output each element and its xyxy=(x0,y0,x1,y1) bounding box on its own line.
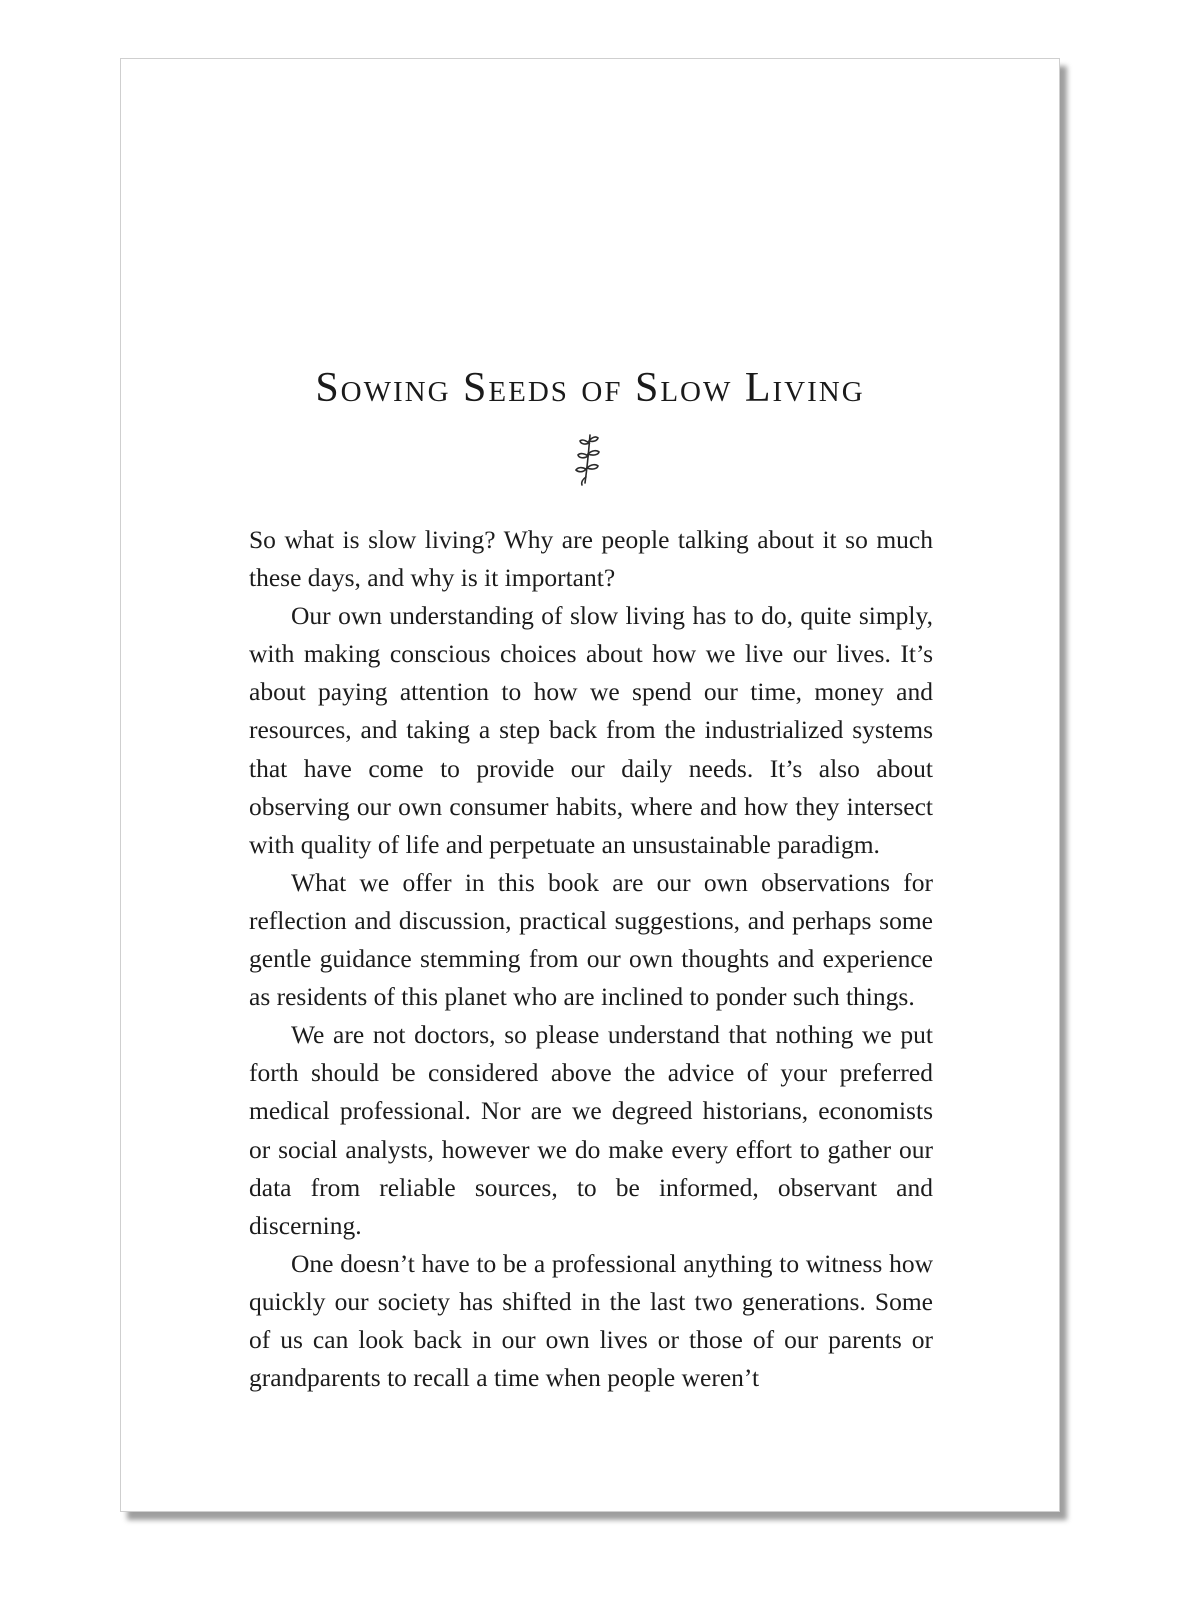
book-page xyxy=(120,58,1060,1512)
paragraph: One doesn’t have to be a professional anything to witness how quickly our society has shifted in the last two generations. Some of us can look back in our own lives or those of our parents or grandparents to recall a time when people weren’t xyxy=(249,1248,933,1393)
chapter-body xyxy=(249,521,933,1397)
paragraph: What we offer in this book are our own observations for reflection and discussion, practical suggestions, and perhaps some gentle guidance stemming from our own thoughts and experience as residents of this planet who are inclined to ponder such things. xyxy=(249,867,933,1012)
leaf-sprig-icon xyxy=(569,431,609,487)
paragraph: Our own understanding of slow living has to do, quite simply, with making conscious choices about how we live our lives. It’s about paying attention to how we spend our time, money and resources, and taking a step back from the industrialized systems that have come to provide our daily needs. It’s also about observing our own consumer habits, where and how they intersect with quality of life and perpetuate an unsustainable paradigm. xyxy=(249,601,933,859)
paragraph: We are not doctors, so please understand that nothing we put forth should be considered above the advice of your preferred medical professional. Nor are we degreed historians, economists or social analysts, however we do make every effort to gather our data from reliable sources, to be informed, observant and discerning. xyxy=(249,1020,933,1240)
chapter-title: Sowing Seeds of Slow Living xyxy=(315,365,865,411)
paragraph: So what is slow living? Why are people talking about it so much these days, and why is it important? xyxy=(249,525,933,593)
